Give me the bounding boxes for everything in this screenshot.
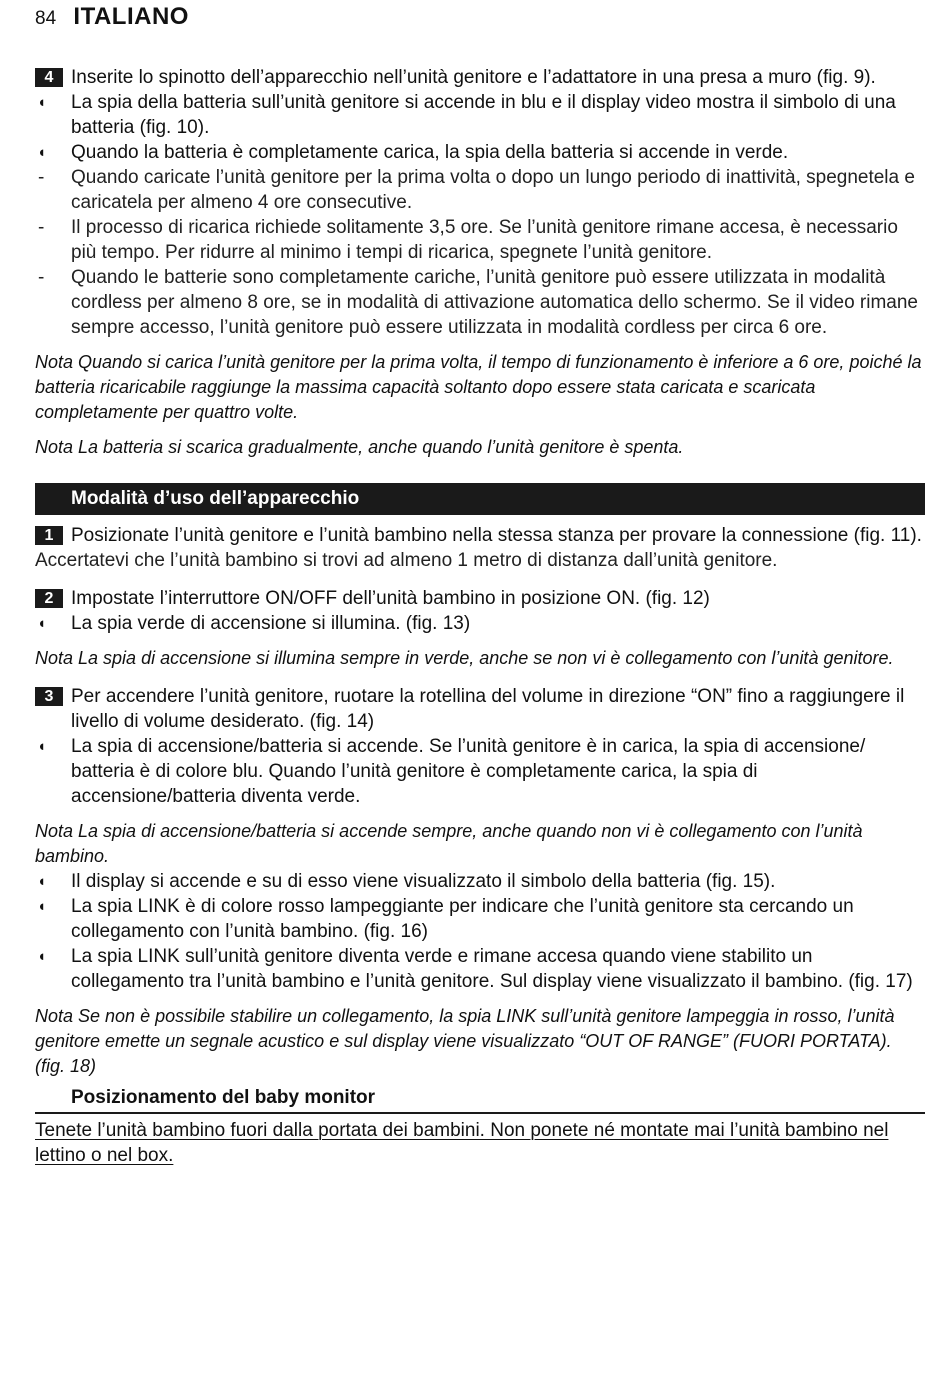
subsection-heading: Posizionamento del baby monitor bbox=[35, 1085, 925, 1114]
bullet-icon: ◖ bbox=[37, 738, 47, 755]
result-bullet bbox=[35, 734, 925, 809]
result-bullet bbox=[35, 894, 925, 944]
bullet-text: La spia LINK è di colore rosso lampeggiante per indicare che l’unità genitore sta cercando un collegamento con l’unità bambino. (fig. 16) bbox=[71, 896, 854, 942]
page-number: 84 bbox=[35, 8, 57, 29]
dash-text: Quando le batterie sono completamente cariche, l’unità genitore può essere utilizzata in modalità cordless per almeno 8 ore, se in modalità di attivazione automatica dello schermo. Se il video rimane sempre accesso, l’unità genitore può essere utilizzata in modalità cordless per circa 6 ore. bbox=[71, 267, 918, 338]
bullet-text: La spia LINK sull’unità genitore diventa verde e rimane accesa quando viene stabilito un collegamento tra l’unità bambino e l’unità genitore. Sul display viene visualizzato il bambino. (fig. 17) bbox=[71, 946, 913, 992]
step-text: Inserite lo spinotto dell’apparecchio nell’unità genitore e l’adattatore in una presa a muro (fig. 9). bbox=[71, 67, 876, 88]
dash-item bbox=[35, 165, 925, 215]
warning-underlined: Tenete l’unità bambino fuori dalla portata dei bambini. Non ponete né montate mai l’unità bambino nel lettino o nel box. bbox=[35, 1120, 889, 1166]
dash-text: Il processo di ricarica richiede solitamente 3,5 ore. Se l’unità genitore rimane accesa, è necessario più tempo. Per ridurre al minimo i tempi di ricarica, spegnete l’unità genitore. bbox=[71, 217, 898, 263]
bullet-text: La spia della batteria sull’unità genitore si accende in blu e il display video mostra il simbolo di una batteria (fig. 10). bbox=[71, 92, 896, 138]
step-note-text: Accertatevi che l’unità bambino si trovi ad almeno 1 metro di distanza dall’unità genitore. bbox=[35, 550, 778, 571]
step-text: Posizionate l’unità genitore e l’unità bambino nella stessa stanza per provare la connessione (fig. 11). bbox=[71, 525, 922, 546]
dash-icon: - bbox=[38, 217, 45, 238]
page-content bbox=[35, 65, 925, 1168]
bullet-icon: ◖ bbox=[37, 144, 47, 161]
bullet-text: Quando la batteria è completamente carica, la spia della batteria si accende in verde. bbox=[71, 142, 789, 163]
note: Nota La spia di accensione si illumina sempre in verde, anche se non vi è collegamento con l’unità genitore. bbox=[35, 648, 894, 668]
step-number-badge: 1 bbox=[35, 526, 63, 545]
note: Nota La batteria si scarica gradualmente, anche quando l’unità genitore è spenta. bbox=[35, 437, 684, 457]
result-bullet bbox=[35, 140, 925, 165]
result-bullet bbox=[35, 944, 925, 994]
step-2 bbox=[35, 586, 925, 611]
note: Nota La spia di accensione/batteria si accende sempre, anche quando non vi è collegamento con l’unità bambino. bbox=[35, 821, 863, 866]
result-bullet bbox=[35, 90, 925, 140]
warning-text bbox=[35, 1118, 925, 1168]
dash-item bbox=[35, 215, 925, 265]
step-number-badge: 3 bbox=[35, 687, 63, 706]
bullet-icon: ◖ bbox=[37, 898, 47, 915]
bullet-text: La spia di accensione/batteria si accende. Se l’unità genitore è in carica, la spia di accensione/ batteria è di colore blu. Quando l’unità genitore è completamente carica, la spia di accensione/batteria diventa verde. bbox=[71, 736, 866, 807]
result-bullet bbox=[35, 611, 925, 636]
step-1 bbox=[35, 523, 925, 548]
step-number-badge: 4 bbox=[35, 68, 63, 87]
bullet-text: La spia verde di accensione si illumina. (fig. 13) bbox=[71, 613, 471, 634]
note: Nota Quando si carica l’unità genitore per la prima volta, il tempo di funzionamento è inferiore a 6 ore, poiché la batteria ricaricabile raggiunge la massima capacità soltanto dopo essere stata caricata e scaricata completamente per quattro volte. bbox=[35, 352, 922, 422]
step-text: Per accendere l’unità genitore, ruotare la rotellina del volume in direzione “ON” fino a raggiungere il livello di volume desiderato. (fig. 14) bbox=[71, 686, 905, 732]
dash-icon: - bbox=[38, 267, 45, 288]
dash-item bbox=[35, 265, 925, 340]
page-header bbox=[35, 3, 189, 31]
bullet-text: Il display si accende e su di esso viene visualizzato il simbolo della batteria (fig. 15). bbox=[71, 871, 776, 892]
language-title: ITALIANO bbox=[73, 3, 189, 30]
dash-icon: - bbox=[38, 167, 45, 188]
step-number-badge: 2 bbox=[35, 589, 63, 608]
result-bullet bbox=[35, 869, 925, 894]
step-text: Impostate l’interruttore ON/OFF dell’unità bambino in posizione ON. (fig. 12) bbox=[71, 588, 710, 609]
bullet-icon: ◖ bbox=[37, 615, 47, 632]
bullet-icon: ◖ bbox=[37, 94, 47, 111]
bullet-icon: ◖ bbox=[37, 948, 47, 965]
step-3 bbox=[35, 684, 925, 734]
dash-text: Quando caricate l’unità genitore per la prima volta o dopo un lungo periodo di inattività, spegnetela e caricatela per almeno 4 ore consecutive. bbox=[71, 167, 915, 213]
section-heading: Modalità d’uso dell’apparecchio bbox=[35, 483, 925, 515]
note: Nota Se non è possibile stabilire un collegamento, la spia LINK sull’unità genitore lampeggia in rosso, l’unità genitore emette un segnale acustico e sul display viene visualizzato “OUT OF RANGE” (FUORI PORTATA). (fig. 18) bbox=[35, 1006, 895, 1076]
step-4 bbox=[35, 65, 925, 90]
bullet-icon: ◖ bbox=[37, 873, 47, 890]
